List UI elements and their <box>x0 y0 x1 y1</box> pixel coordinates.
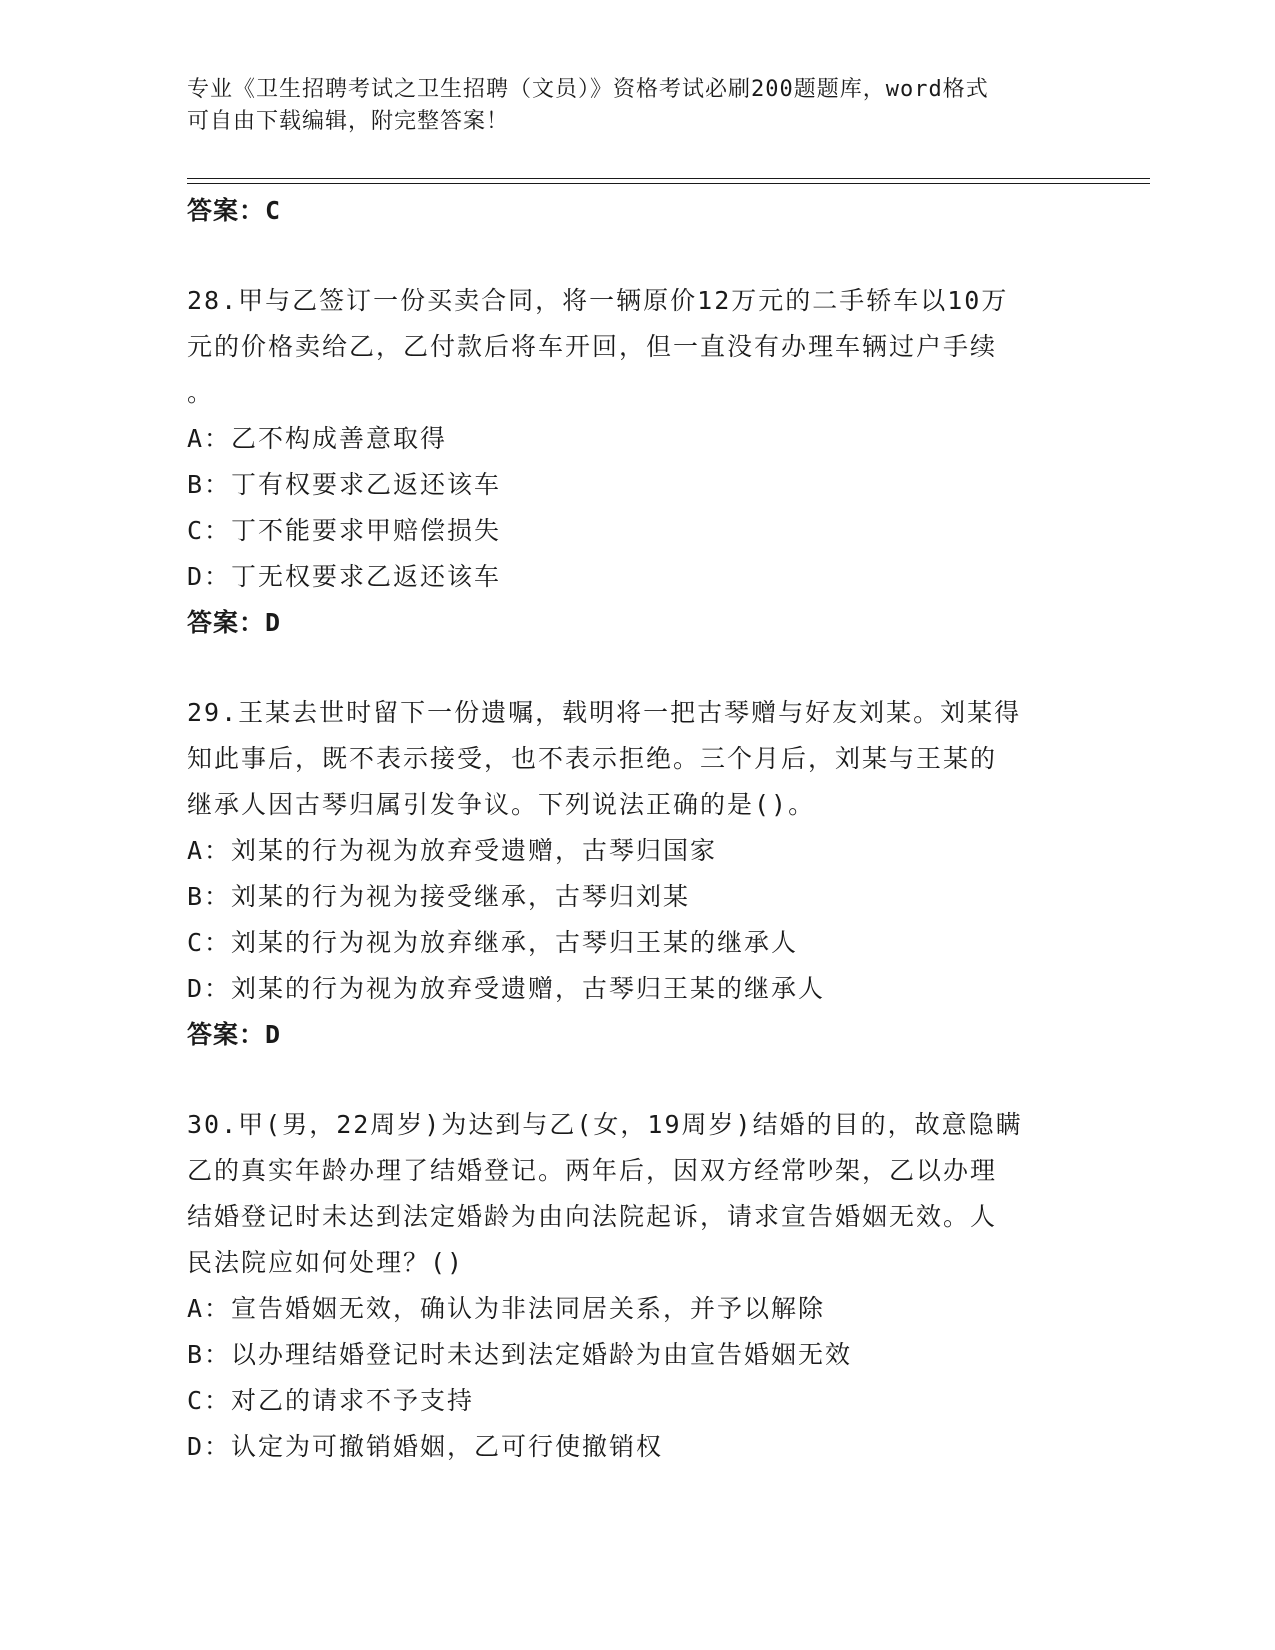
option-d: D：认定为可撤销婚姻，乙可行使撤销权 <box>187 1432 664 1461</box>
option-a: A：宣告婚姻无效，确认为非法同居关系，并予以解除 <box>187 1294 826 1323</box>
header-divider-bottom <box>187 183 1150 184</box>
question-stem-line: 29.王某去世时留下一份遗嘱，载明将一把古琴赠与好友刘某。刘某得 <box>187 698 1022 727</box>
option-c: C：刘某的行为视为放弃继承，古琴归王某的继承人 <box>187 928 799 957</box>
answer-line: 答案：C <box>187 196 282 225</box>
question-stem-line: 元的价格卖给乙，乙付款后将车开回，但一直没有办理车辆过户手续 <box>187 332 998 361</box>
option-b: B：刘某的行为视为接受继承，古琴归刘某 <box>187 882 691 911</box>
question-stem <box>187 1102 1087 1286</box>
question-stem-line: 结婚登记时未达到法定婚龄为由向法院起诉，请求宣告婚姻无效。人 <box>187 1202 998 1231</box>
question-stem <box>187 278 1087 416</box>
option-d: D：丁无权要求乙返还该车 <box>187 562 502 591</box>
header-divider-top <box>187 178 1150 179</box>
option-c: C：丁不能要求甲赔偿损失 <box>187 516 502 545</box>
question-stem-line: 民法院应如何处理？() <box>187 1248 465 1277</box>
question-stem-line: 知此事后，既不表示接受，也不表示拒绝。三个月后，刘某与王某的 <box>187 744 998 773</box>
question-block-30 <box>187 1102 1087 1470</box>
question-stem <box>187 690 1087 828</box>
option-a: A：刘某的行为视为放弃受遗赠，古琴归国家 <box>187 836 718 865</box>
question-stem-line: 继承人因古琴归属引发争议。下列说法正确的是()。 <box>187 790 816 819</box>
answer-line: 答案：D <box>187 608 282 637</box>
question-stem-line: 28.甲与乙签订一份买卖合同，将一辆原价12万元的二手轿车以10万 <box>187 286 1009 315</box>
question-stem-line: 。 <box>187 378 215 407</box>
document-header <box>187 74 1087 138</box>
option-d: D：刘某的行为视为放弃受遗赠，古琴归王某的继承人 <box>187 974 826 1003</box>
header-line-2: 可自由下载编辑，附完整答案！ <box>187 109 510 134</box>
answer-line: 答案：D <box>187 1020 282 1049</box>
document-body <box>187 188 1087 1470</box>
option-c: C：对乙的请求不予支持 <box>187 1386 475 1415</box>
question-stem-line: 30.甲(男，22周岁)为达到与乙(女，19周岁)结婚的目的，故意隐瞒 <box>187 1110 1023 1139</box>
question-stem-line: 乙的真实年龄办理了结婚登记。两年后，因双方经常吵架，乙以办理 <box>187 1156 998 1185</box>
question-block-29 <box>187 690 1087 1058</box>
option-b: B：丁有权要求乙返还该车 <box>187 470 502 499</box>
option-a: A：乙不构成善意取得 <box>187 424 448 453</box>
question-block-28 <box>187 278 1087 646</box>
option-b: B：以办理结婚登记时未达到法定婚龄为由宣告婚姻无效 <box>187 1340 853 1369</box>
header-line-1: 专业《卫生招聘考试之卫生招聘（文员）》资格考试必刷200题题库，word格式 <box>187 77 989 102</box>
